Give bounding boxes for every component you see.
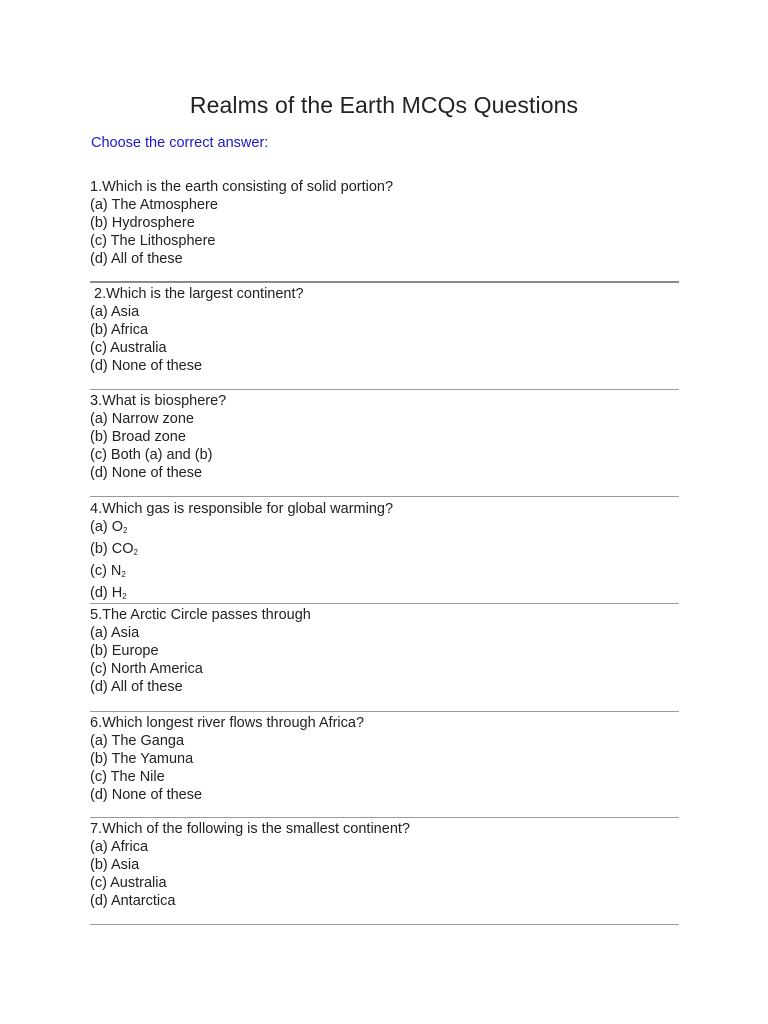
subscript: 2 [121,570,126,579]
option-a: (a) Asia [90,625,140,641]
option-d: (d) None of these [90,465,203,481]
option-b: (b) Hydrosphere [90,215,195,231]
question-6 [90,714,680,804]
option-a [90,518,680,540]
option-d: (d) Antarctica [90,893,176,909]
option-c: (c) Both (a) and (b) [90,447,213,463]
option-d: (d) All of these [90,679,183,695]
question-2 [90,285,680,375]
option-a: (a) The Ganga [90,733,185,749]
subscript: 2 [133,548,138,557]
question-stem: 3.What is biosphere? [90,393,227,409]
page-title: Realms of the Earth MCQs Questions [189,92,579,118]
option-b: (b) Europe [90,643,159,659]
question-stem: 1.Which is the earth consisting of solid portion? [90,179,394,195]
question-stem: 6.Which longest river flows through Africa? [90,715,365,731]
option-b: (b) Africa [90,322,149,338]
option-c: (c) The Nile [90,769,165,785]
question-7 [90,820,680,910]
question-stem: 2.Which is the largest continent? [90,286,304,302]
option-d: (d) All of these [90,251,183,267]
question-stem: 5.The Arctic Circle passes through [90,607,311,623]
option-a: (a) Asia [90,304,140,320]
option-a: (a) The Atmosphere [90,197,218,213]
divider [90,281,679,283]
question-3 [90,392,680,482]
option-c: (c) The Lithosphere [90,233,216,249]
subscript: 2 [122,592,127,601]
option-d: (d) None of these [90,358,203,374]
option-text: (d) H [90,585,123,601]
option-b: (b) Asia [90,857,140,873]
option-a: (a) Africa [90,839,149,855]
divider [90,924,679,925]
question-5 [90,606,680,696]
divider [90,817,679,818]
question-stem: 4.Which gas is responsible for global warming? [90,501,394,517]
option-a: (a) Narrow zone [90,411,194,427]
option-b: (b) The Yamuna [90,751,194,767]
option-c: (c) North America [90,661,203,677]
option-b [90,540,680,562]
option-text: (b) CO [90,541,134,557]
option-c [90,562,680,584]
option-b: (b) Broad zone [90,429,186,445]
option-c: (c) Australia [90,340,167,356]
subscript: 2 [123,526,128,535]
option-text: (a) O [90,519,124,535]
divider [90,711,679,712]
option-text: (c) N [90,563,122,579]
divider [90,389,679,390]
divider [90,603,679,604]
question-1 [90,178,680,268]
question-4 [90,500,680,606]
option-d: (d) None of these [90,787,203,803]
question-stem: 7.Which of the following is the smallest continent? [90,821,410,837]
divider [90,496,679,497]
instruction-text: Choose the correct answer: [91,135,269,151]
option-c: (c) Australia [90,875,167,891]
